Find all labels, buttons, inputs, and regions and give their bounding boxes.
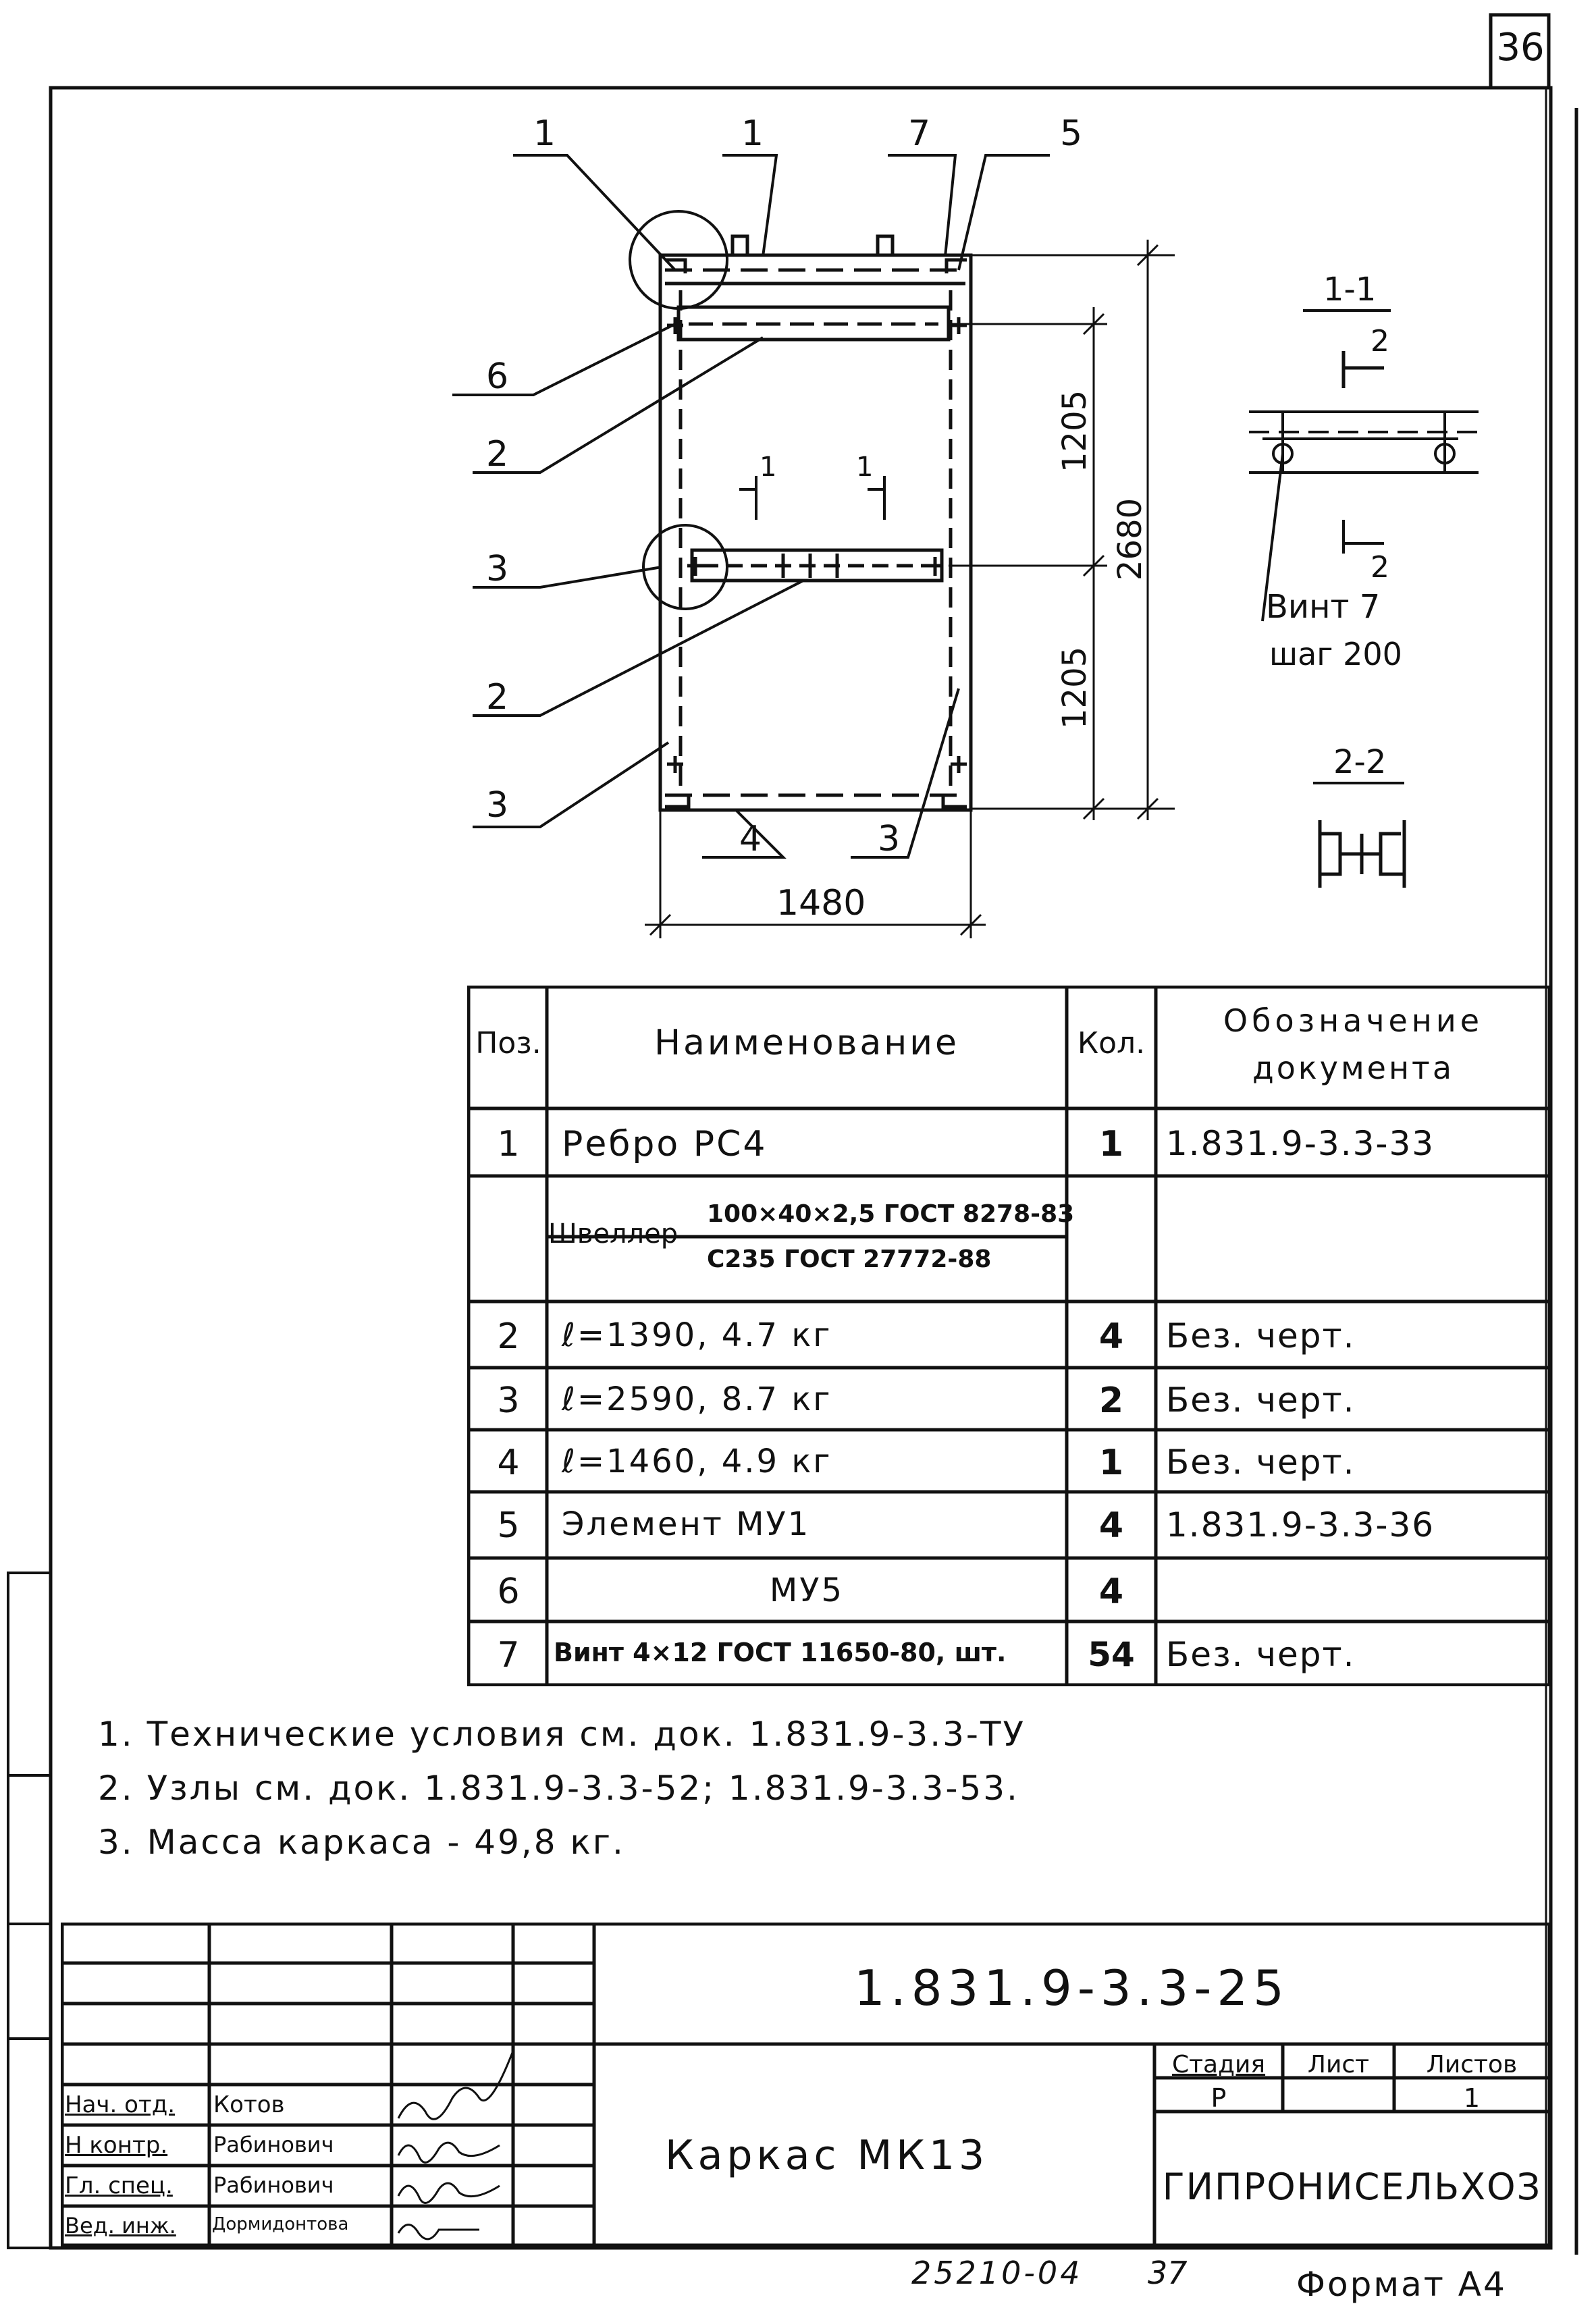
table-row-qty: 1 bbox=[1098, 1124, 1124, 1164]
signature-name: Рабинович bbox=[213, 2172, 334, 2198]
table-row-qty: 4 bbox=[1098, 1316, 1124, 1357]
svg-text:2680: 2680 bbox=[1111, 498, 1149, 581]
callout-label: 2 bbox=[486, 677, 509, 718]
callout-label: 3 bbox=[486, 549, 509, 589]
doc-code: 1.831.9-3.3-25 bbox=[854, 1960, 1289, 2016]
table-row-doc: Без. черт. bbox=[1166, 1316, 1356, 1356]
table-row-name: Ребро РС4 bbox=[562, 1124, 768, 1164]
stage-value: Р bbox=[1211, 2083, 1227, 2113]
table-row-name: ℓ=1460, 4.9 кг bbox=[562, 1443, 832, 1480]
signature-role: Вед. инж. bbox=[65, 2213, 176, 2238]
page-number: 37 bbox=[1148, 2255, 1188, 2291]
frame-drawing bbox=[0, 0, 1596, 959]
signature-role: Гл. спец. bbox=[65, 2172, 173, 2199]
table-row-qty: 4 bbox=[1098, 1572, 1124, 1612]
note-1: 1. Технические условия см. док. 1.831.9-3.3-ТУ bbox=[98, 1715, 1026, 1754]
table-row-name-prefix: Швеллер bbox=[548, 1218, 679, 1250]
svg-text:Винт 7: Винт 7 bbox=[1266, 588, 1381, 626]
table-row-pos: 3 bbox=[497, 1380, 520, 1421]
table-row-name-top: 100×40×2,5 ГОСТ 8278-83 bbox=[707, 1200, 1075, 1228]
table-row-doc: Без. черт. bbox=[1166, 1380, 1356, 1420]
callout-label: 3 bbox=[878, 819, 901, 859]
svg-text:2: 2 bbox=[1371, 324, 1389, 358]
table-row-doc: 1.831.9-3.3-36 bbox=[1166, 1505, 1435, 1545]
callout-label: 3 bbox=[486, 785, 509, 826]
svg-text:1480: 1480 bbox=[776, 883, 866, 923]
table-row-name-bottom: С235 ГОСТ 27772-88 bbox=[707, 1245, 992, 1273]
signature-name: Рабинович bbox=[213, 2132, 334, 2157]
format-label: Формат А4 bbox=[1296, 2265, 1507, 2304]
callout-label: 5 bbox=[1060, 113, 1083, 154]
callout-label: 7 bbox=[908, 113, 931, 154]
signature-role: Нач. отд. bbox=[65, 2091, 176, 2118]
svg-text:2-2: 2-2 bbox=[1333, 743, 1387, 781]
table-row-pos: 5 bbox=[497, 1505, 520, 1546]
callout-label: 1 bbox=[533, 113, 556, 154]
table-row-doc: 1.831.9-3.3-33 bbox=[1166, 1124, 1435, 1163]
callout-label: 2 bbox=[486, 434, 509, 475]
header-doc-line2: документа bbox=[1252, 1050, 1455, 1086]
sheets-value: 1 bbox=[1463, 2083, 1481, 2113]
note-2: 2. Узлы см. док. 1.831.9-3.3-52; 1.831.9-3.3-53. bbox=[98, 1769, 1019, 1808]
table-row-pos: 2 bbox=[497, 1316, 520, 1357]
header-doc-line1: Обозначение bbox=[1223, 1002, 1484, 1039]
table-row-name: ℓ=2590, 8.7 кг bbox=[562, 1380, 832, 1418]
table-row-doc: Без. черт. bbox=[1166, 1635, 1356, 1674]
title-block bbox=[61, 1923, 1551, 2247]
inventory-number: 25210-04 bbox=[911, 2255, 1083, 2291]
header-name: Наименование bbox=[654, 1023, 960, 1063]
callout-label: 4 bbox=[739, 819, 762, 859]
table-row-pos: 1 bbox=[497, 1124, 520, 1164]
header-pos: Поз. bbox=[475, 1026, 541, 1061]
sheet-label: Лист bbox=[1307, 2051, 1370, 2078]
signature-name: Дормидонтова bbox=[212, 2214, 349, 2234]
table-row-doc: Без. черт. bbox=[1166, 1443, 1356, 1482]
specification-table bbox=[467, 986, 1551, 1686]
table-row-name: Винт 4×12 ГОСТ 11650-80, шт. bbox=[554, 1638, 1007, 1667]
svg-text:1205: 1205 bbox=[1056, 646, 1094, 729]
signature-role: Н контр. bbox=[65, 2132, 168, 2159]
svg-text:1-1: 1-1 bbox=[1323, 271, 1377, 308]
table-row-qty: 2 bbox=[1098, 1380, 1124, 1421]
signature-name: Котов bbox=[213, 2091, 285, 2118]
table-row-name: Элемент МУ1 bbox=[562, 1505, 811, 1543]
sheets-label: Листов bbox=[1426, 2051, 1518, 2078]
svg-text:шаг 200: шаг 200 bbox=[1269, 636, 1402, 672]
table-row-pos: 6 bbox=[497, 1572, 520, 1612]
callout-label: 1 bbox=[741, 113, 764, 154]
stage-label: Стадия bbox=[1171, 2051, 1266, 2078]
note-3: 3. Масса каркаса - 49,8 кг. bbox=[98, 1823, 625, 1862]
table-row-name: МУ5 bbox=[769, 1572, 845, 1609]
callout-label: 6 bbox=[486, 356, 509, 397]
svg-text:1: 1 bbox=[856, 452, 874, 483]
table-row-name: ℓ=1390, 4.7 кг bbox=[562, 1316, 832, 1354]
organization: ГИПРОНИСЕЛЬХОЗ bbox=[1162, 2166, 1542, 2208]
drawing-title: Каркас МК13 bbox=[665, 2132, 989, 2179]
table-row-qty: 54 bbox=[1088, 1635, 1135, 1674]
table-row-qty: 1 bbox=[1098, 1443, 1124, 1483]
header-qty: Кол. bbox=[1077, 1026, 1146, 1061]
svg-text:2: 2 bbox=[1371, 550, 1389, 585]
table-row-pos: 4 bbox=[497, 1443, 520, 1483]
svg-text:1: 1 bbox=[760, 452, 777, 483]
sheet-number: 36 bbox=[1496, 26, 1545, 70]
table-row-qty: 4 bbox=[1098, 1505, 1124, 1546]
table-row-pos: 7 bbox=[497, 1635, 520, 1675]
signature-marks bbox=[398, 2051, 513, 2239]
svg-text:1205: 1205 bbox=[1056, 390, 1094, 473]
